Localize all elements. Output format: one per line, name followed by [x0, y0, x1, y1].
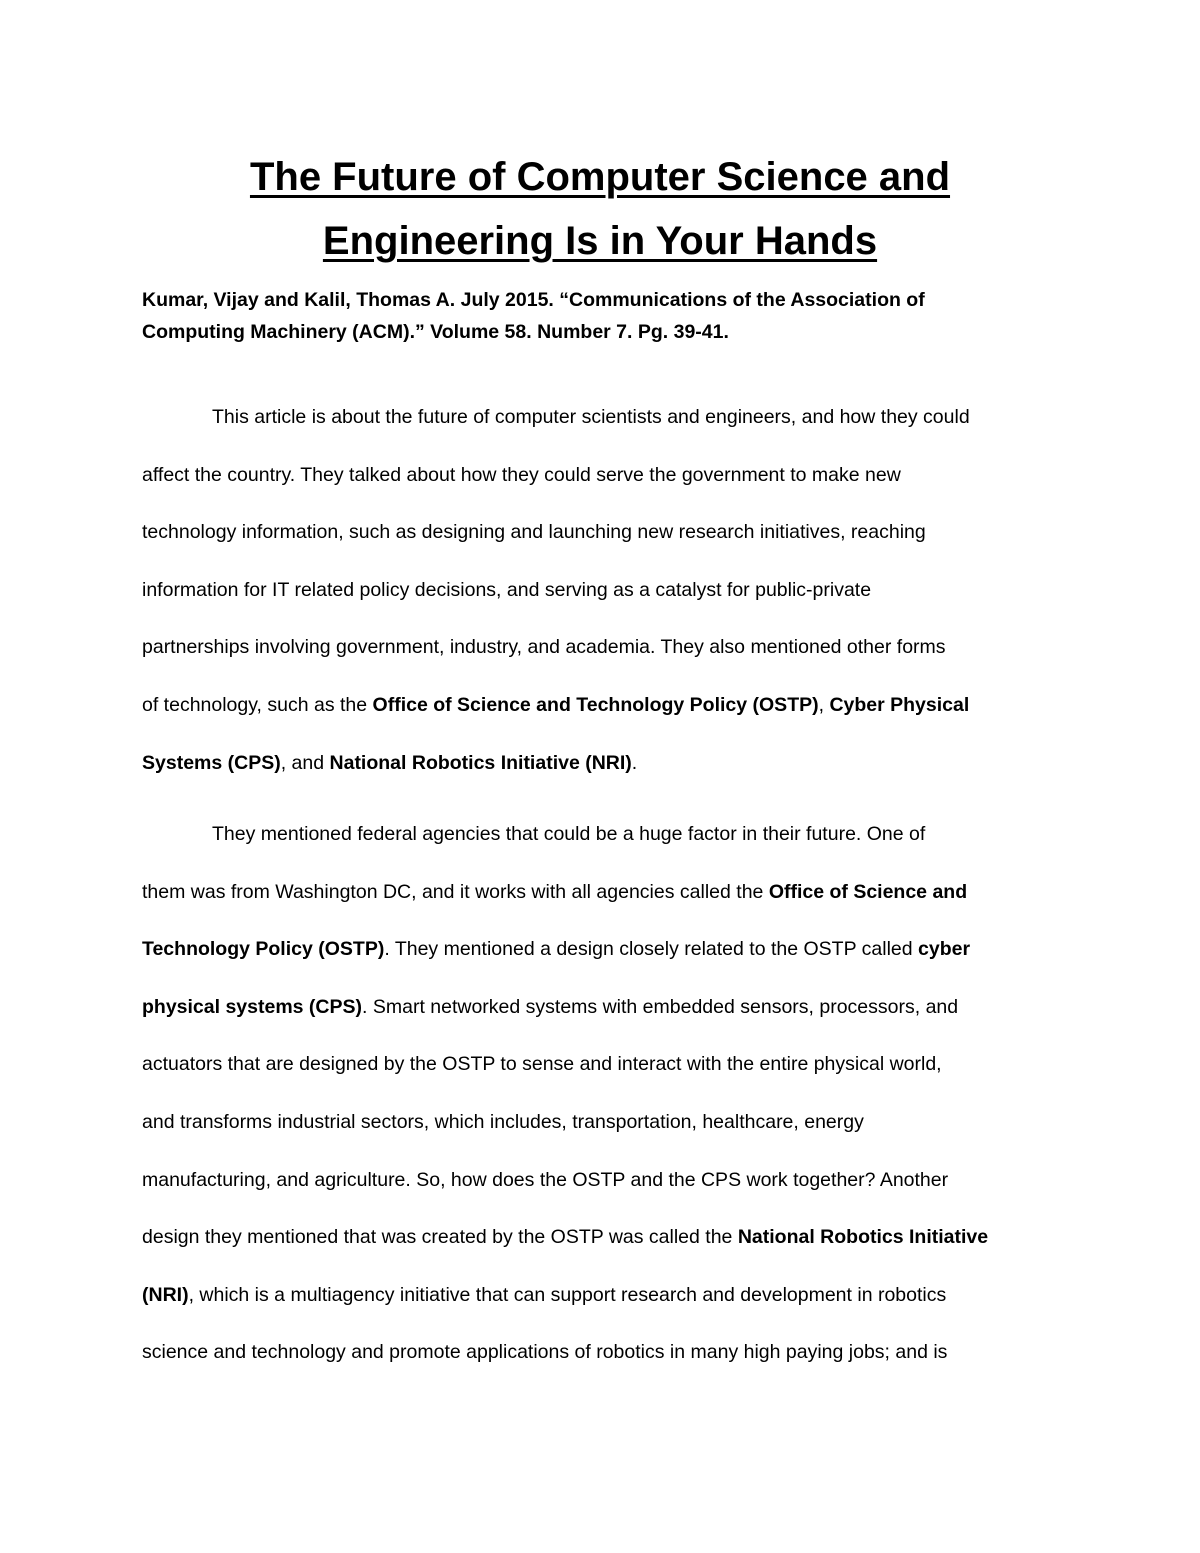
p2-line-3-text-b: . They mentioned a design closely related to the OSTP called [384, 938, 919, 961]
p2-line-1: They mentioned federal agencies that could be a huge factor in their future. One of [212, 823, 926, 845]
p2-line-5: actuators that are designed by the OSTP to sense and interact with the entire physical world, [142, 1053, 942, 1076]
p1-line-6 [142, 677, 1062, 735]
p1-nri-term: National Robotics Initiative (NRI) [329, 751, 632, 774]
p1-line-1: This article is about the future of computer scientists and engineers, and how they could [212, 406, 970, 428]
p2-line-8 [142, 1209, 1062, 1267]
p2-line-6: and transforms industrial sectors, which includes, transportation, healthcare, energy [142, 1110, 864, 1133]
p1-cps-term-start: Cyber Physical [829, 693, 970, 716]
p2-cps-term-start: cyber [918, 938, 971, 961]
p2-line-4 [142, 979, 1062, 1037]
p1-cps-term-end: Systems (CPS) [142, 751, 281, 774]
p1-line-2: affect the country. They talked about how they could serve the government to make new [142, 463, 901, 486]
p2-ostp-term-end: Technology Policy (OSTP) [142, 938, 385, 961]
p2-line-3 [142, 921, 1062, 979]
p1-line-7 [142, 735, 1062, 793]
title-line-1: The Future of Computer Science and [249, 155, 951, 199]
p2-line-8-text-a: design they mentioned that was created by the OSTP was called the [142, 1226, 738, 1249]
p1-ostp-term: Office of Science and Technology Policy (OSTP) [372, 693, 819, 716]
p2-cps-term-end: physical systems (CPS) [142, 995, 363, 1018]
p2-line-9 [142, 1267, 1062, 1325]
title-line-2: Engineering Is in Your Hands [322, 219, 878, 263]
paragraph-2 [142, 806, 1062, 1382]
p2-ostp-term-start: Office of Science and [768, 880, 968, 903]
document-title [140, 145, 1060, 273]
p2-line-10: science and technology and promote applications of robotics in many high paying jobs; and is [142, 1341, 948, 1364]
p1-line-7-text-d: . [631, 751, 638, 774]
p1-line-5: partnerships involving government, industry, and academia. They also mentioned other forms [142, 636, 946, 659]
paragraph-1 [142, 389, 1062, 792]
p1-line-7-text-b: , and [280, 751, 330, 774]
p2-nri-term-end: (NRI) [142, 1283, 189, 1306]
p1-line-4: information for IT related policy decisions, and serving as a catalyst for public-private [142, 578, 872, 601]
p2-line-2 [142, 864, 1062, 922]
p1-line-6-text-a: of technology, such as the [142, 693, 373, 716]
citation [142, 284, 1062, 348]
p1-line-3: technology information, such as designing and launching new research initiatives, reaching [142, 521, 926, 544]
citation-line-2: Computing Machinery (ACM).” Volume 58. Number 7. Pg. 39-41. [142, 321, 729, 343]
citation-line-1: Kumar, Vijay and Kalil, Thomas A. July 2015. “Communications of the Association of [142, 289, 925, 311]
p2-nri-term-start: National Robotics Initiative [737, 1226, 989, 1249]
p2-line-4-text-b: . Smart networked systems with embedded sensors, processors, and [362, 995, 959, 1018]
p2-line-9-text-b: , which is a multiagency initiative that can support research and development in robotics [188, 1283, 947, 1306]
p2-line-2-text-a: them was from Washington DC, and it works with all agencies called the [142, 880, 769, 903]
p1-line-6-text-c: , [818, 693, 830, 716]
p2-line-7: manufacturing, and agriculture. So, how does the OSTP and the CPS work together? Another [142, 1168, 949, 1191]
